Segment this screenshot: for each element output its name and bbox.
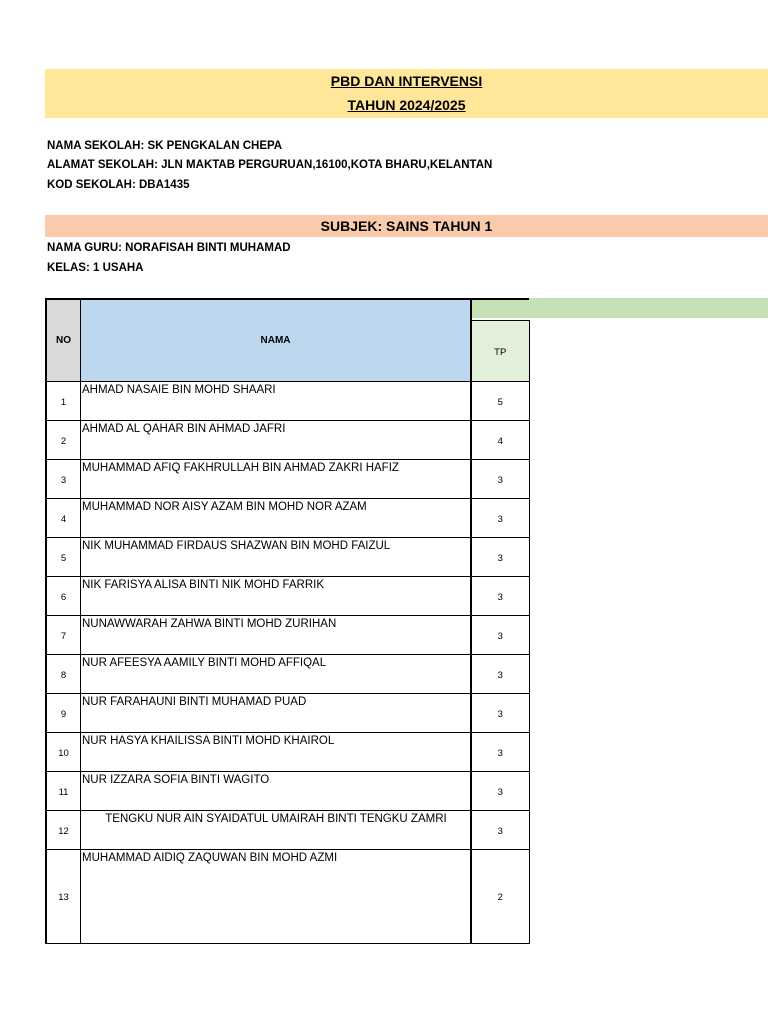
table-row bbox=[46, 538, 529, 577]
row-number: 9 bbox=[46, 694, 81, 733]
tp-score: 2 bbox=[471, 850, 529, 944]
column-header-no: NO bbox=[46, 299, 81, 382]
student-name: MUHAMMAD NOR AISY AZAM BIN MOHD NOR AZAM bbox=[81, 499, 472, 538]
tp-score: 3 bbox=[471, 499, 529, 538]
student-name: TENGKU NUR AIN SYAIDATUL UMAIRAH BINTI TENGKU ZAMRI bbox=[81, 811, 472, 850]
subject-banner: SUBJEK: SAINS TAHUN 1 bbox=[45, 215, 768, 237]
student-name: NUNAWWARAH ZAHWA BINTI MOHD ZURIHAN bbox=[81, 616, 472, 655]
tp-score: 3 bbox=[471, 577, 529, 616]
table-row bbox=[46, 811, 529, 850]
student-name: MUHAMMAD AIDIQ ZAQUWAN BIN MOHD AZMI bbox=[81, 850, 472, 944]
table-row bbox=[46, 772, 529, 811]
student-name: AHMAD AL QAHAR BIN AHMAD JAFRI bbox=[81, 421, 472, 460]
teacher-name: NAMA GURU: NORAFISAH BINTI MUHAMAD bbox=[47, 242, 291, 254]
student-name: AHMAD NASAIE BIN MOHD SHAARI bbox=[81, 382, 472, 421]
row-number: 1 bbox=[46, 382, 81, 421]
column-header-name: NAMA bbox=[81, 299, 472, 382]
student-table bbox=[45, 298, 530, 944]
school-address: ALAMAT SEKOLAH: JLN MAKTAB PERGURUAN,16100,KOTA BHARU,KELANTAN bbox=[47, 159, 493, 171]
school-code: KOD SEKOLAH: DBA1435 bbox=[47, 179, 190, 191]
tp-score: 3 bbox=[471, 811, 529, 850]
column-header-tp: TP bbox=[471, 321, 529, 382]
student-name: NIK MUHAMMAD FIRDAUS SHAZWAN BIN MOHD FAIZUL bbox=[81, 538, 472, 577]
student-name: NUR AFEESYA AAMILY BINTI MOHD AFFIQAL bbox=[81, 655, 472, 694]
tp-score: 3 bbox=[471, 694, 529, 733]
student-name: NUR FARAHAUNI BINTI MUHAMAD PUAD bbox=[81, 694, 472, 733]
tp-score: 3 bbox=[471, 460, 529, 499]
row-number: 11 bbox=[46, 772, 81, 811]
table-row bbox=[46, 382, 529, 421]
row-number: 5 bbox=[46, 538, 81, 577]
table-row bbox=[46, 850, 529, 944]
table-row bbox=[46, 577, 529, 616]
tp-score: 4 bbox=[471, 421, 529, 460]
student-name: NUR HASYA KHAILISSA BINTI MOHD KHAIROL bbox=[81, 733, 472, 772]
table-row bbox=[46, 421, 529, 460]
table-row bbox=[46, 616, 529, 655]
row-number: 12 bbox=[46, 811, 81, 850]
tp-score: 3 bbox=[471, 772, 529, 811]
report-year: TAHUN 2024/2025 bbox=[347, 97, 466, 113]
row-number: 13 bbox=[46, 850, 81, 944]
tp-score: 5 bbox=[471, 382, 529, 421]
table-row bbox=[46, 694, 529, 733]
row-number: 4 bbox=[46, 499, 81, 538]
tp-score: 3 bbox=[471, 538, 529, 577]
tp-header-top bbox=[471, 299, 529, 321]
student-name: NIK FARISYA ALISA BINTI NIK MOHD FARRIK bbox=[81, 577, 472, 616]
row-number: 6 bbox=[46, 577, 81, 616]
row-number: 10 bbox=[46, 733, 81, 772]
student-name: MUHAMMAD AFIQ FAKHRULLAH BIN AHMAD ZAKRI HAFIZ bbox=[81, 460, 472, 499]
row-number: 8 bbox=[46, 655, 81, 694]
tp-score: 3 bbox=[471, 655, 529, 694]
report-title: PBD DAN INTERVENSI bbox=[330, 73, 483, 89]
table-row bbox=[46, 460, 529, 499]
student-name: NUR IZZARA SOFIA BINTI WAGITO bbox=[81, 772, 472, 811]
row-number: 7 bbox=[46, 616, 81, 655]
row-number: 2 bbox=[46, 421, 81, 460]
tp-score: 3 bbox=[471, 616, 529, 655]
tp-score: 3 bbox=[471, 733, 529, 772]
table-row bbox=[46, 655, 529, 694]
row-number: 3 bbox=[46, 460, 81, 499]
class-name: KELAS: 1 USAHA bbox=[47, 262, 144, 274]
table-row bbox=[46, 499, 529, 538]
table-row bbox=[46, 733, 529, 772]
title-banner bbox=[45, 69, 768, 118]
school-name: NAMA SEKOLAH: SK PENGKALAN CHEPA bbox=[47, 140, 283, 152]
